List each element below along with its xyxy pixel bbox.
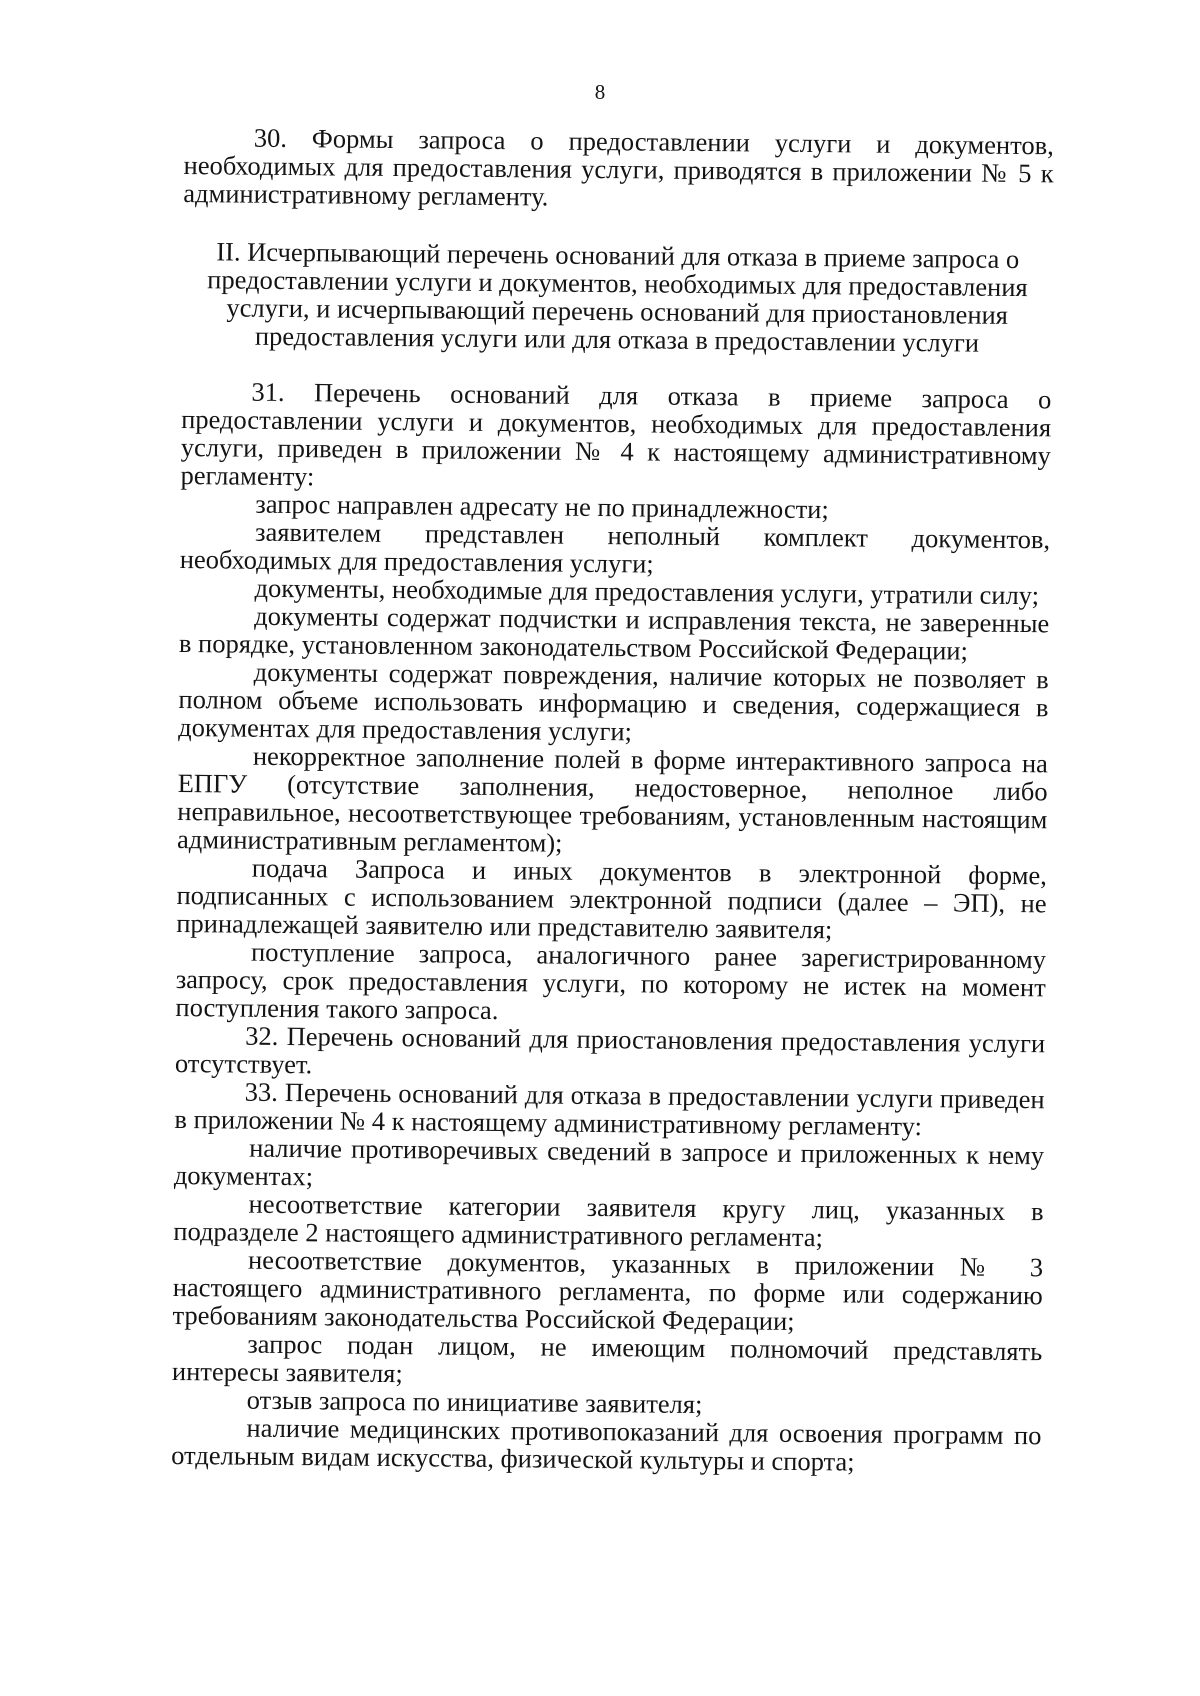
paragraph-31-item: некорректное заполнение полей в форме интерактивного запроса на ЕПГУ (отсутствие заполнения, недостоверное, неполное либо неправильное, несоответствующее требованиям, установленным настоящим административным регламентом); xyxy=(176,740,1049,858)
paragraph-33-item: несоответствие документов, указанных в приложении № 3 настоящего административного регламента, по форме или содержанию требованиям законодательства Российской Федерации; xyxy=(172,1244,1044,1336)
paragraph-31-item: документы содержат повреждения, наличие которых не позволяет в полном объеме использовать информацию и сведения, содержащиеся в документах для предоставления услуги; xyxy=(178,656,1049,747)
paragraph-31-item: поступление запроса, аналогичного ранее зарегистрированному запросу, срок предоставления услуги, по которому не истек на момент поступления такого запроса. xyxy=(175,936,1047,1026)
paragraph-31-intro: 31. Перечень оснований для отказа в приеме запроса о предоставлении услуги и документов, необходимых для предоставления услуги, приведен в приложении № 4 к настоящему административному регламенту: xyxy=(180,376,1052,492)
paragraph-33-item: отзыв запроса по инициативе заявителя; xyxy=(246,1384,703,1420)
paragraph-31-item: заявителем представлен неполный комплект документов, необходимых для предоставления услуги; xyxy=(179,516,1051,579)
paragraph-31-item: документы, необходимые для предоставления услуги, утратили силу; xyxy=(254,572,1040,611)
paragraph-33-intro: 33. Перечень оснований для отказа в предоставлении услуги приведен в приложении № 4 к настоящему административному регламенту: xyxy=(174,1076,1045,1142)
paragraph-33-item: несоответствие категории заявителя кругу лиц, указанных в подразделе 2 настоящего административного регламента; xyxy=(173,1188,1044,1253)
paragraph-33-item: запрос подан лицом, не имеющим полномочий представлять интересы заявителя; xyxy=(171,1328,1043,1389)
section-heading: II. Исчерпывающий перечень оснований для отказа в приеме запроса о предоставлении услуги и документов, необходимых для предоставления услуги, и исчерпывающий перечень оснований для приостановления предоставления услуги или для отказа в предоставлении услуги xyxy=(207,236,1028,358)
paragraph-33-item: наличие противоречивых сведений в запросе и приложенных к нему документах; xyxy=(173,1132,1045,1192)
document-body xyxy=(171,123,1054,1477)
page-number: 8 xyxy=(594,80,606,104)
paragraph-31-item: документы содержат подчистки и исправления текста, не заверенные в порядке, установленном законодательством Российской Федерации; xyxy=(178,600,1050,666)
paragraph-32: 32. Перечень оснований для приостановления предоставления услуги отсутствует. xyxy=(174,1020,1046,1080)
paragraph-30: 30. Формы запроса о предоставлении услуги и документов, необходимых для предоставления услуги, приводятся в приложении № 5 к административному регламенту. xyxy=(183,122,1054,212)
paragraph-33-item: наличие медицинских противопоказаний для освоения программ по отдельным видам искусства, физической культуры и спорта; xyxy=(171,1412,1042,1477)
paragraph-31-item: подача Запроса и иных документов в электронной форме, подписанных с использованием электронной подписи (далее – ЭП), не принадлежащей заявителю или представителю заявителя; xyxy=(176,852,1047,945)
paragraph-31-item: запрос направлен адресату не по принадлежности; xyxy=(255,488,829,525)
